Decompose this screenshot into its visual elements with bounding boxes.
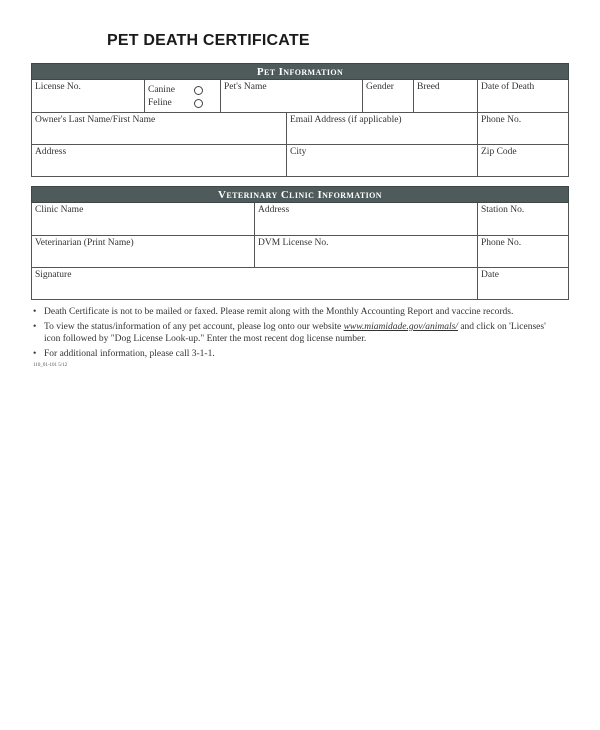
clinic-row-1 bbox=[32, 203, 568, 235]
note-website bbox=[33, 321, 563, 345]
clinic-name-field[interactable] bbox=[32, 203, 254, 235]
veterinarian-name-label: Veterinarian (Print Name) bbox=[35, 238, 134, 248]
note-website-text: To view the status/information of any pet account, please log onto our website bbox=[44, 322, 342, 332]
clinic-address-label: Address bbox=[258, 205, 290, 215]
note-mailing bbox=[33, 306, 563, 318]
note-contact bbox=[33, 348, 563, 360]
email-label: Email Address (if applicable) bbox=[290, 115, 402, 125]
veterinarian-name-field[interactable] bbox=[32, 236, 254, 267]
clinic-row-3 bbox=[32, 267, 568, 299]
zip-code-label: Zip Code bbox=[481, 147, 517, 157]
owner-phone-field[interactable] bbox=[477, 113, 568, 144]
dvm-license-field[interactable] bbox=[254, 236, 477, 267]
note-contact-text: For additional information, please call 3-1-1. bbox=[44, 349, 215, 359]
owner-name-field[interactable] bbox=[32, 113, 286, 144]
clinic-address-field[interactable] bbox=[254, 203, 477, 235]
signature-label: Signature bbox=[35, 270, 72, 280]
note-website-instructions: and click on 'Licenses' icon followed by "Dog License Look-up." Enter the most recent dog license number. bbox=[44, 322, 546, 344]
website-link[interactable]: www.miamidade.gov/animals/ bbox=[343, 322, 458, 332]
station-no-field[interactable] bbox=[477, 203, 568, 235]
pet-information-grid bbox=[31, 80, 569, 177]
signature-date-label: Date bbox=[481, 270, 499, 280]
gender-label: Gender bbox=[366, 82, 394, 92]
date-of-death-label: Date of Death bbox=[481, 82, 535, 92]
city-label: City bbox=[290, 147, 307, 157]
note-mailing-text: Death Certificate is not to be mailed or faxed. Please remit along with the Monthly Accounting Report and vaccine records. bbox=[44, 307, 514, 317]
license-no-label: License No. bbox=[35, 82, 81, 92]
clinic-information-grid bbox=[31, 203, 569, 300]
pet-row-1 bbox=[32, 80, 568, 112]
signature-date-field[interactable] bbox=[477, 268, 568, 299]
email-field[interactable] bbox=[286, 113, 477, 144]
owner-address-label: Address bbox=[35, 147, 67, 157]
station-no-label: Station No. bbox=[481, 205, 525, 215]
pets-name-field[interactable] bbox=[220, 80, 362, 112]
clinic-information-section bbox=[31, 186, 569, 300]
canine-radio[interactable] bbox=[194, 86, 203, 95]
zip-code-field[interactable] bbox=[477, 145, 568, 176]
breed-field[interactable] bbox=[413, 80, 477, 112]
owner-name-label: Owner's Last Name/First Name bbox=[35, 115, 156, 125]
owner-address-field[interactable] bbox=[32, 145, 286, 176]
form-number: 110_01-101 5/12 bbox=[33, 363, 68, 368]
clinic-name-label: Clinic Name bbox=[35, 205, 84, 215]
clinic-information-header: Veterinary Clinic Information bbox=[31, 186, 569, 203]
clinic-row-2 bbox=[32, 235, 568, 267]
feline-radio[interactable] bbox=[194, 99, 203, 108]
feline-label: Feline bbox=[148, 98, 172, 108]
species-selector bbox=[144, 80, 220, 112]
signature-field[interactable] bbox=[32, 268, 477, 299]
clinic-phone-field[interactable] bbox=[477, 236, 568, 267]
city-field[interactable] bbox=[286, 145, 477, 176]
pet-row-3 bbox=[32, 144, 568, 176]
dvm-license-label: DVM License No. bbox=[258, 238, 329, 248]
owner-phone-label: Phone No. bbox=[481, 115, 522, 125]
pet-row-2 bbox=[32, 112, 568, 144]
pet-information-section bbox=[31, 63, 569, 177]
date-of-death-field[interactable] bbox=[477, 80, 568, 112]
license-no-field[interactable] bbox=[32, 80, 144, 112]
clinic-phone-label: Phone No. bbox=[481, 238, 522, 248]
gender-field[interactable] bbox=[362, 80, 413, 112]
instructions-list bbox=[33, 306, 563, 363]
pets-name-label: Pet's Name bbox=[224, 82, 267, 92]
breed-label: Breed bbox=[417, 82, 440, 92]
document-title: PET DEATH CERTIFICATE bbox=[107, 32, 310, 49]
canine-label: Canine bbox=[148, 85, 175, 95]
pet-information-header: Pet Information bbox=[31, 63, 569, 80]
